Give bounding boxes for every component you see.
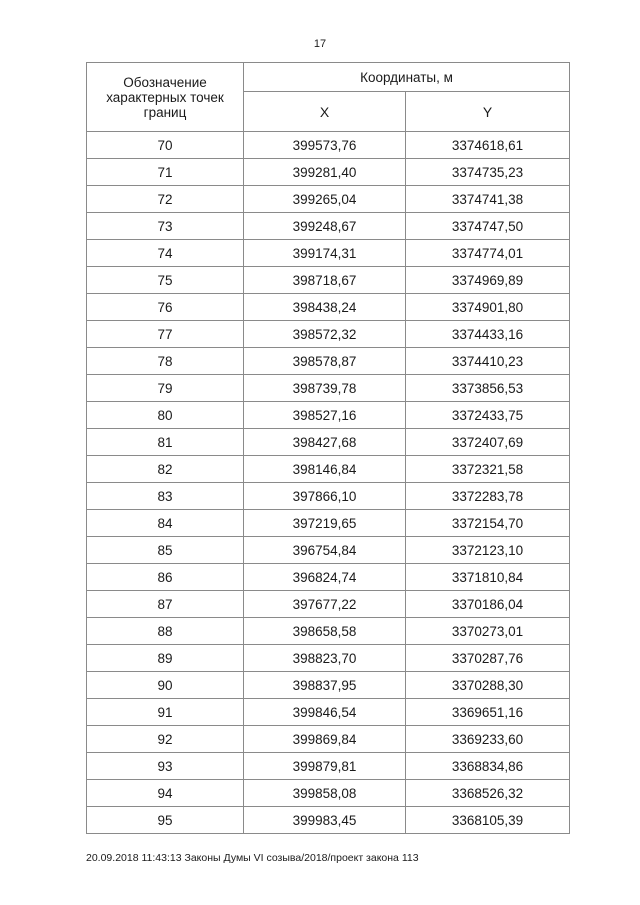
point-cell: 78 xyxy=(87,348,244,375)
table-row xyxy=(87,159,570,186)
table-row xyxy=(87,483,570,510)
table-row xyxy=(87,564,570,591)
point-cell: 87 xyxy=(87,591,244,618)
y-cell: 3374735,23 xyxy=(406,159,570,186)
table-row xyxy=(87,699,570,726)
point-cell: 88 xyxy=(87,618,244,645)
point-cell: 84 xyxy=(87,510,244,537)
point-cell: 90 xyxy=(87,672,244,699)
x-cell: 397219,65 xyxy=(244,510,406,537)
y-cell: 3374433,16 xyxy=(406,321,570,348)
point-cell: 81 xyxy=(87,429,244,456)
header-coordinates: Координаты, м xyxy=(244,63,570,92)
point-cell: 93 xyxy=(87,753,244,780)
table-row xyxy=(87,618,570,645)
x-cell: 399281,40 xyxy=(244,159,406,186)
x-cell: 396754,84 xyxy=(244,537,406,564)
table-row xyxy=(87,321,570,348)
x-cell: 399573,76 xyxy=(244,132,406,159)
table-row xyxy=(87,510,570,537)
table-row xyxy=(87,807,570,834)
x-cell: 398527,16 xyxy=(244,402,406,429)
table-row xyxy=(87,375,570,402)
table-row xyxy=(87,267,570,294)
y-cell: 3371810,84 xyxy=(406,564,570,591)
x-cell: 399858,08 xyxy=(244,780,406,807)
y-cell: 3373856,53 xyxy=(406,375,570,402)
y-cell: 3372407,69 xyxy=(406,429,570,456)
y-cell: 3374618,61 xyxy=(406,132,570,159)
y-cell: 3369651,16 xyxy=(406,699,570,726)
y-cell: 3374747,50 xyxy=(406,213,570,240)
x-cell: 399879,81 xyxy=(244,753,406,780)
y-cell: 3372321,58 xyxy=(406,456,570,483)
x-cell: 399869,84 xyxy=(244,726,406,753)
coordinates-table xyxy=(86,62,570,834)
point-cell: 79 xyxy=(87,375,244,402)
table-row xyxy=(87,726,570,753)
table-row xyxy=(87,537,570,564)
y-cell: 3370273,01 xyxy=(406,618,570,645)
point-cell: 74 xyxy=(87,240,244,267)
point-cell: 85 xyxy=(87,537,244,564)
y-cell: 3372433,75 xyxy=(406,402,570,429)
y-cell: 3370186,04 xyxy=(406,591,570,618)
point-cell: 92 xyxy=(87,726,244,753)
table-row xyxy=(87,429,570,456)
header-point-designation: Обозначение характерных точек границ xyxy=(87,63,244,132)
x-cell: 398438,24 xyxy=(244,294,406,321)
table-row xyxy=(87,213,570,240)
footer-timestamp: 20.09.2018 11:43:13 Законы Думы VI созыва/2018/проект закона 113 xyxy=(86,852,419,864)
y-cell: 3374741,38 xyxy=(406,186,570,213)
point-cell: 94 xyxy=(87,780,244,807)
y-cell: 3369233,60 xyxy=(406,726,570,753)
x-cell: 398578,87 xyxy=(244,348,406,375)
point-cell: 83 xyxy=(87,483,244,510)
x-cell: 399248,67 xyxy=(244,213,406,240)
table-row xyxy=(87,348,570,375)
table-row xyxy=(87,753,570,780)
table-row xyxy=(87,672,570,699)
x-cell: 398718,67 xyxy=(244,267,406,294)
point-cell: 71 xyxy=(87,159,244,186)
y-cell: 3372283,78 xyxy=(406,483,570,510)
table-row xyxy=(87,402,570,429)
point-cell: 91 xyxy=(87,699,244,726)
x-cell: 397677,22 xyxy=(244,591,406,618)
x-cell: 398739,78 xyxy=(244,375,406,402)
point-cell: 75 xyxy=(87,267,244,294)
point-cell: 80 xyxy=(87,402,244,429)
point-cell: 73 xyxy=(87,213,244,240)
point-cell: 82 xyxy=(87,456,244,483)
point-cell: 70 xyxy=(87,132,244,159)
table-row xyxy=(87,132,570,159)
point-cell: 89 xyxy=(87,645,244,672)
x-cell: 396824,74 xyxy=(244,564,406,591)
y-cell: 3374969,89 xyxy=(406,267,570,294)
y-cell: 3368834,86 xyxy=(406,753,570,780)
x-cell: 398658,58 xyxy=(244,618,406,645)
y-cell: 3372154,70 xyxy=(406,510,570,537)
table-row xyxy=(87,456,570,483)
x-cell: 399265,04 xyxy=(244,186,406,213)
x-cell: 399174,31 xyxy=(244,240,406,267)
y-cell: 3374410,23 xyxy=(406,348,570,375)
point-cell: 86 xyxy=(87,564,244,591)
y-cell: 3370288,30 xyxy=(406,672,570,699)
y-cell: 3374901,80 xyxy=(406,294,570,321)
x-cell: 399983,45 xyxy=(244,807,406,834)
header-x: X xyxy=(244,92,406,132)
x-cell: 399846,54 xyxy=(244,699,406,726)
table-row xyxy=(87,186,570,213)
table-body xyxy=(87,132,570,834)
table-row xyxy=(87,591,570,618)
x-cell: 398572,32 xyxy=(244,321,406,348)
y-cell: 3370287,76 xyxy=(406,645,570,672)
y-cell: 3374774,01 xyxy=(406,240,570,267)
y-cell: 3372123,10 xyxy=(406,537,570,564)
x-cell: 398427,68 xyxy=(244,429,406,456)
header-y: Y xyxy=(406,92,570,132)
x-cell: 397866,10 xyxy=(244,483,406,510)
point-cell: 77 xyxy=(87,321,244,348)
x-cell: 398146,84 xyxy=(244,456,406,483)
y-cell: 3368526,32 xyxy=(406,780,570,807)
table-row xyxy=(87,294,570,321)
point-cell: 76 xyxy=(87,294,244,321)
x-cell: 398823,70 xyxy=(244,645,406,672)
y-cell: 3368105,39 xyxy=(406,807,570,834)
page-number: 17 xyxy=(313,38,327,50)
table-row xyxy=(87,780,570,807)
table-row xyxy=(87,240,570,267)
x-cell: 398837,95 xyxy=(244,672,406,699)
point-cell: 72 xyxy=(87,186,244,213)
point-cell: 95 xyxy=(87,807,244,834)
table-row xyxy=(87,645,570,672)
